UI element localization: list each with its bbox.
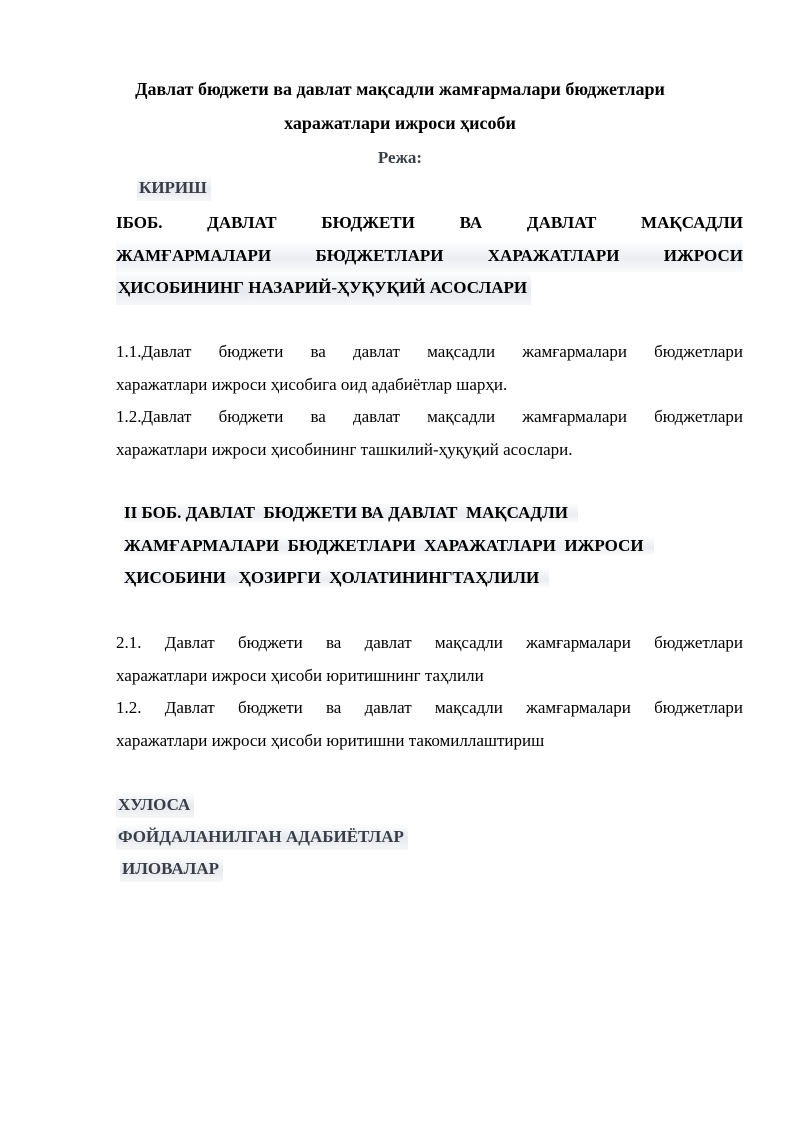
chapter-1-line-1: IБОБ. ДАВЛАТ БЮДЖЕТИ ВА ДАВЛАТ МАҚСАДЛИ	[116, 213, 743, 232]
section-1-2-line-1: 1.2.Давлат бюджети ва давлат мақсадли жамғармалари бюджетлари	[116, 407, 743, 426]
section-2-2-line-2: харажатлари ижроси ҳисоби юритишни такомиллаштириш	[116, 730, 545, 750]
intro-heading	[137, 175, 211, 201]
chapter-2-line-1	[124, 497, 654, 530]
section-1-2-line-2: харажатлари ижроси ҳисобининг ташкилий-ҳуқуқий асослари.	[116, 439, 573, 459]
section-2-1	[116, 627, 743, 692]
chapter-1-line-3	[116, 272, 743, 305]
section-1-2	[116, 401, 743, 466]
plan-heading: Режа:	[377, 148, 423, 167]
title-line-1: Давлат бюджети ва давлат мақсадли жамғармалари бюджетлари	[135, 79, 665, 99]
section-1-1	[116, 336, 743, 401]
appendices-heading	[120, 856, 223, 882]
chapter-2-line-2-text: ЖАМҒАРМАЛАРИ БЮДЖЕТЛАРИ ХАРАЖАТЛАРИ ИЖРОСИ	[124, 536, 654, 555]
conclusion-label: ХУЛОСА	[116, 792, 194, 818]
references-label: ФОЙДАЛАНИЛГАН АДАБИЁТЛАР	[116, 824, 408, 850]
appendices-label: ИЛОВАЛАР	[120, 856, 223, 882]
intro-label: КИРИШ	[137, 175, 211, 201]
references-heading	[116, 824, 408, 850]
conclusion-heading	[116, 792, 194, 818]
section-2-1-line-2: харажатлари ижроси ҳисоби юритишнинг таҳлили	[116, 665, 484, 685]
chapter-2-line-2	[124, 530, 654, 563]
document-title	[100, 72, 700, 140]
section-2-1-line-1: 2.1. Давлат бюджети ва давлат мақсадли жамғармалари бюджетлари	[116, 633, 743, 652]
section-1-1-line-1: 1.1.Давлат бюджети ва давлат мақсадли жамғармалари бюджетлари	[116, 342, 743, 361]
section-2-2-line-1: 1.2. Давлат бюджети ва давлат мақсадли жамғармалари бюджетлари	[116, 698, 743, 717]
chapter-1-line-2: ЖАМҒАРМАЛАРИ БЮДЖЕТЛАРИ ХАРАЖАТЛАРИ ИЖРОСИ	[116, 240, 743, 273]
section-2-2	[116, 692, 743, 757]
chapter-2-line-3-text: ҲИСОБИНИ ҲОЗИРГИ ҲОЛАТИНИНГТАҲЛИЛИ	[124, 568, 549, 587]
chapter-2-line-3	[124, 562, 654, 595]
chapter-2-heading	[124, 497, 654, 595]
section-1-1-line-2: харажатлари ижроси ҳисобига оид адабиётлар шарҳи.	[116, 374, 508, 394]
chapter-1-line-3-text: ҲИСОБИНИНГ НАЗАРИЙ-ҲУҚУҚИЙ АСОСЛАРИ	[116, 272, 531, 305]
chapter-2-line-1-text: II БОБ. ДАВЛАТ БЮДЖЕТИ ВА ДАВЛАТ МАҚСАДЛИ	[124, 503, 578, 522]
chapter-1-heading	[116, 207, 743, 305]
title-line-2: харажатлари ижроси ҳисоби	[284, 113, 516, 133]
